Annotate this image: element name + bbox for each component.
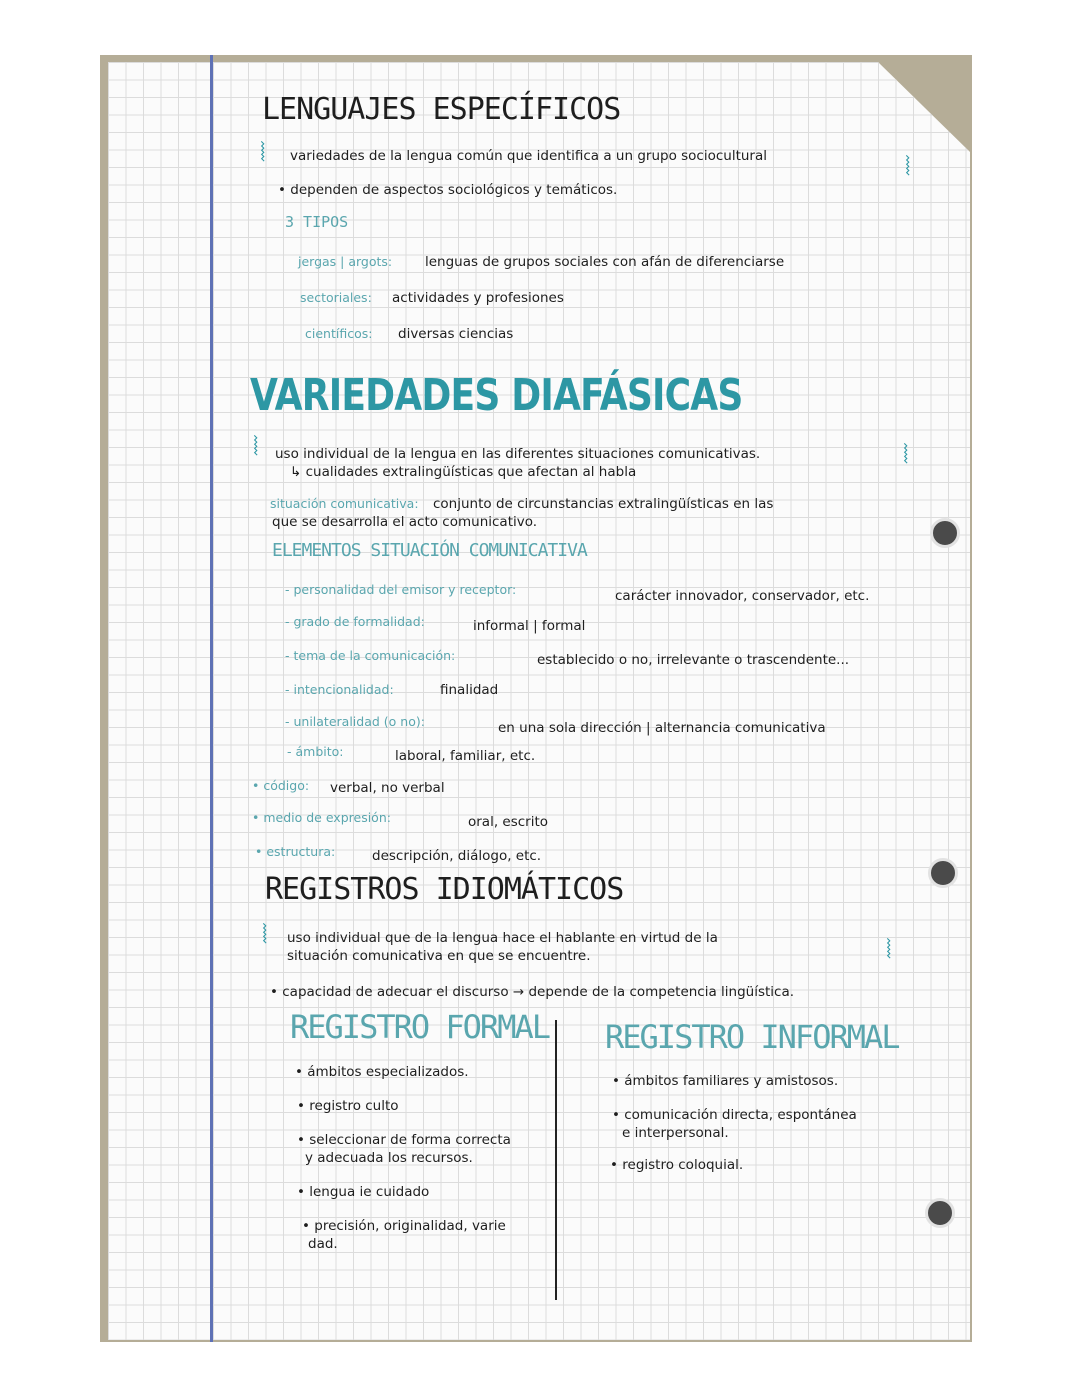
- subheading-tipos: 3 TIPOS: [285, 213, 349, 231]
- text-intencionalidad: finalidad: [440, 682, 499, 698]
- text-codigo: verbal, no verbal: [330, 780, 445, 796]
- text-jergas: lenguas de grupos sociales con afán de diferenciarse: [425, 254, 785, 270]
- text-unilateralidad: en una sola dirección | alternancia comunicativa: [498, 720, 826, 736]
- text-estructura: descripción, diálogo, etc.: [372, 848, 542, 864]
- text-personalidad: carácter innovador, conservador, etc.: [615, 588, 870, 604]
- formal-item-precision: • precisión, originalidad, varie: [302, 1218, 506, 1234]
- column-divider: [555, 1020, 557, 1300]
- label-codigo: • código:: [252, 778, 310, 793]
- label-situacion: situación comunicativa:: [270, 496, 419, 511]
- text-medio: oral, escrito: [468, 814, 549, 830]
- section-marker-icon: ⦚: [903, 440, 909, 470]
- label-ambito: - ámbito:: [287, 744, 344, 759]
- formal-item-lengua: • lengua ie cuidado: [297, 1184, 430, 1200]
- text-tema: establecido o no, irrelevante o trascendente...: [537, 652, 850, 668]
- informal-item-comunicacion-cont: e interpersonal.: [622, 1125, 729, 1141]
- label-formalidad: - grado de formalidad:: [285, 614, 425, 629]
- label-sectoriales: sectoriales:: [300, 290, 372, 305]
- section-marker-icon: ⦚: [253, 432, 259, 462]
- heading-diafasicas: VARIEDADES DIAFÁSICAS: [250, 370, 743, 421]
- text-situacion-cont: que se desarrolla el acto comunicativo.: [272, 514, 538, 530]
- heading-lenguajes: LENGUAJES ESPECÍFICOS: [262, 92, 621, 127]
- margin-line: [210, 55, 213, 1342]
- line-capacidad: • capacidad de adecuar el discurso → depende de la competencia lingüística.: [270, 984, 795, 1000]
- label-tema: - tema de la comunicación:: [285, 648, 456, 663]
- label-jergas: jergas | argots:: [298, 254, 393, 269]
- formal-item-ambitos: • ámbitos especializados.: [295, 1064, 469, 1080]
- punch-hole: [925, 1198, 955, 1228]
- text-situacion: conjunto de circunstancias extralingüísticas en las: [433, 496, 774, 512]
- informal-item-registro: • registro coloquial.: [610, 1157, 744, 1173]
- formal-item-seleccionar: • seleccionar de forma correcta: [297, 1132, 511, 1148]
- section-marker-icon: ⦚: [905, 152, 911, 182]
- label-cientificos: científicos:: [305, 326, 373, 341]
- punch-hole: [928, 858, 958, 888]
- informal-item-ambitos: • ámbitos familiares y amistosos.: [612, 1073, 839, 1089]
- text-formalidad: informal | formal: [473, 618, 586, 634]
- line-situacion-encuentre: situación comunicativa en que se encuentre.: [287, 948, 591, 964]
- label-medio: • medio de expresión:: [252, 810, 391, 825]
- formal-item-registro: • registro culto: [297, 1098, 399, 1114]
- heading-registro-informal: REGISTRO INFORMAL: [605, 1018, 899, 1056]
- section-marker-icon: ⦚: [262, 920, 268, 950]
- line-cualidades: ↳ cualidades extralingüísticas que afectan al habla: [290, 464, 637, 480]
- label-intencionalidad: - intencionalidad:: [285, 682, 394, 697]
- line-definicion: variedades de la lengua común que identifica a un grupo sociocultural: [290, 148, 768, 164]
- text-ambito: laboral, familiar, etc.: [395, 748, 536, 764]
- formal-item-seleccionar-cont: y adecuada los recursos.: [305, 1150, 473, 1166]
- punch-hole: [930, 518, 960, 548]
- heading-registros: REGISTROS IDIOMÁTICOS: [265, 872, 624, 907]
- line-dependen: • dependen de aspectos sociológicos y temáticos.: [278, 182, 618, 198]
- line-uso-individual: uso individual de la lengua en las diferentes situaciones comunicativas.: [275, 446, 761, 462]
- label-estructura: • estructura:: [255, 844, 336, 859]
- heading-registro-formal: REGISTRO FORMAL: [290, 1008, 549, 1046]
- subheading-elementos: ELEMENTOS SITUACIÓN COMUNICATIVA: [272, 540, 587, 561]
- section-marker-icon: ⦚: [886, 935, 892, 965]
- line-uso-hablante: uso individual que de la lengua hace el hablante en virtud de la: [287, 930, 718, 946]
- label-personalidad: - personalidad del emisor y receptor:: [285, 582, 517, 597]
- section-marker-icon: ⦚: [260, 138, 266, 168]
- text-sectoriales: actividades y profesiones: [392, 290, 564, 306]
- text-cientificos: diversas ciencias: [398, 326, 514, 342]
- informal-item-comunicacion: • comunicación directa, espontánea: [612, 1107, 857, 1123]
- formal-item-precision-cont: dad.: [308, 1236, 338, 1252]
- label-unilateralidad: - unilateralidad (o no):: [285, 714, 425, 729]
